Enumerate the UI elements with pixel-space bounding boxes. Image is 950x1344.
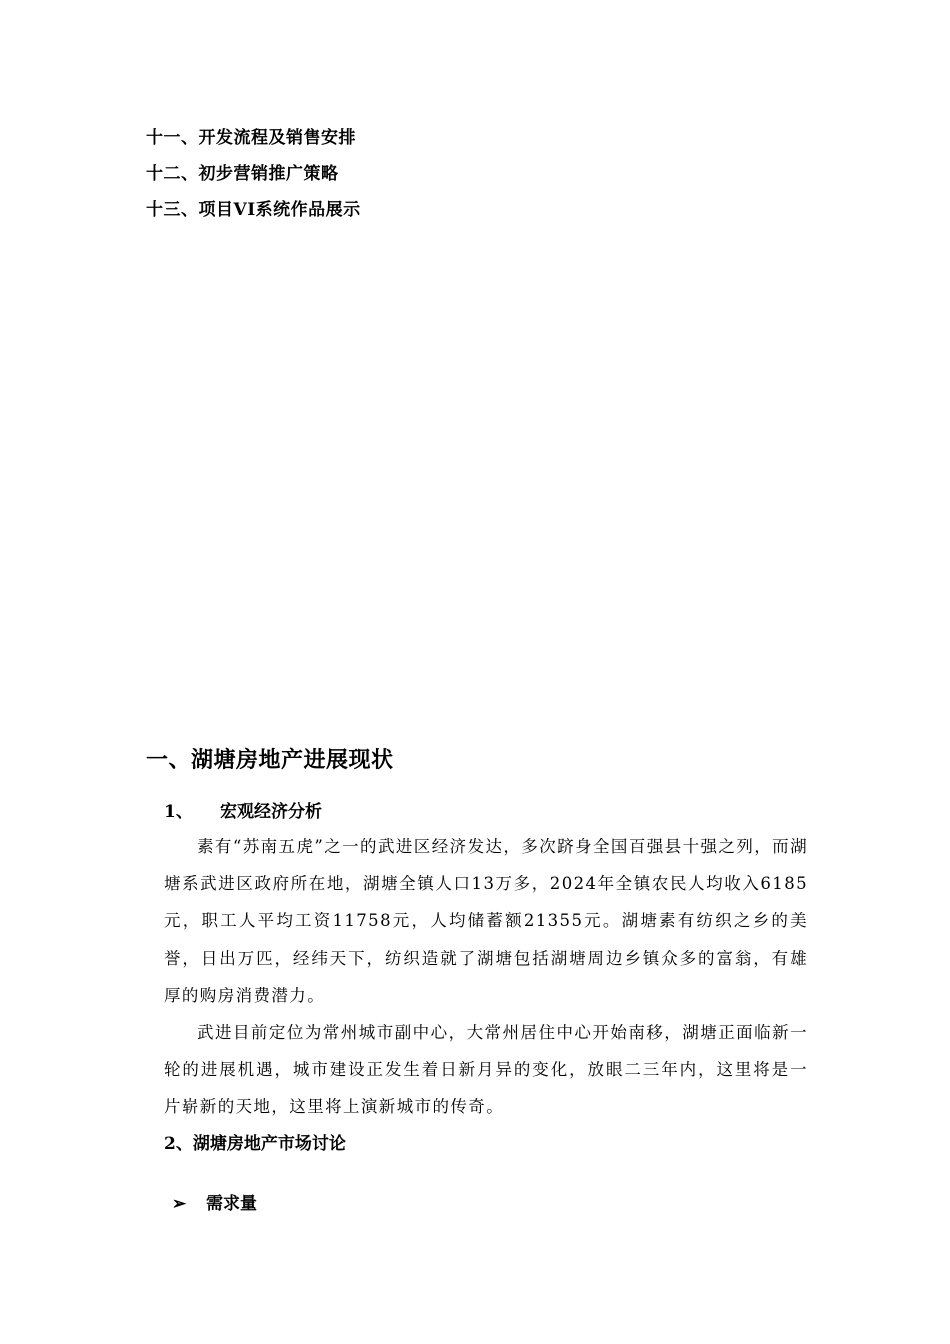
subsection-heading-2: 2、湖塘房地产市场讨论: [164, 1134, 346, 1154]
bullet-label: 需求量: [206, 1194, 257, 1214]
bullet-item-demand: [172, 1192, 257, 1216]
subsection-number: 1、: [164, 802, 193, 822]
subsection-heading-1: [164, 801, 322, 823]
toc-item-12[interactable]: 十二、初步营销推广策略: [146, 164, 339, 184]
toc-item-13[interactable]: 十三、项目VI系统作品展示: [146, 200, 361, 220]
subsection-label: 宏观经济分析: [220, 802, 322, 822]
toc-item-11[interactable]: 十一、开发流程及销售安排: [146, 128, 356, 148]
paragraph-macro-economy: 素有“苏南五虎”之一的武进区经济发达，多次跻身全国百强县十强之列，而湖塘系武进区政府所在地，湖塘全镇人口13万多，2024年全镇农民人均收入6185元，职工人平均工资11758元，人均储蓄额21355元。湖塘素有纺织之乡的美誉，日出万匹，经纬天下，纺织造就了湖塘包括湖塘周边乡镇众多的富翁，有雄厚的购房消费潜力。: [164, 837, 808, 1005]
section-heading: 一、湖塘房地产进展现状: [146, 747, 394, 773]
arrow-bullet-icon: ➢: [172, 1194, 187, 1214]
paragraph-development-outlook: 武进目前定位为常州城市副中心，大常州居住中心开始南移，湖塘正面临新一轮的进展机遇，城市建设正发生着日新月异的变化，放眼二三年内，这里将是一片崭新的天地，这里将上演新城市的传奇。: [164, 1023, 808, 1117]
